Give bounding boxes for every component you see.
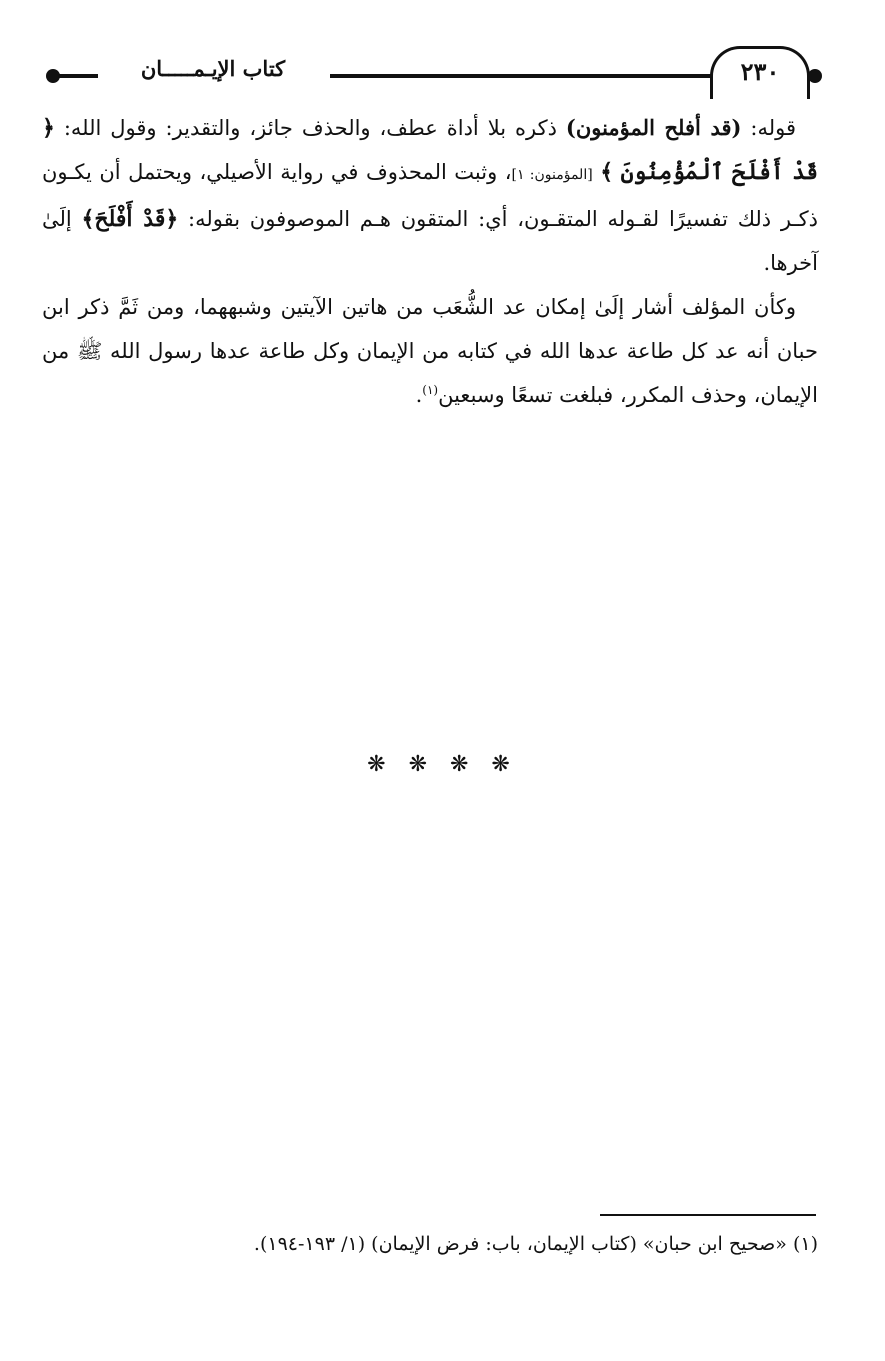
page-header (38, 52, 828, 102)
p2-end: . (415, 383, 423, 407)
p1-text-a: ذكره بلا أداة عطف، والحذف جائز، والتقدير: وقول الله: (54, 116, 566, 140)
quran-verse-2: قَدْ أَفْلَحَ (94, 206, 166, 232)
quran-close-bracket: ﴾ (600, 159, 614, 185)
p2-text: وكأن المؤلف أشار إلَىٰ إمكان عد الشُّعَب من هاتين الآيتين وشبههما، ومن ثَمَّ ذكر ابن حبان أنه عد كل طاعة عدها الله في كتابه من الإيمان وكل طاعة عدها رسول الله ﷺ من الإيمان، وحذف المكرر، فبلغت تسعًا وسبعين (42, 295, 818, 407)
footnote-marker: (١) (422, 383, 439, 397)
footnote: (١) «صحيح ابن حبان» (كتاب الإيمان، باب: فرض الإيمان) (١/ ١٩٣-١٩٤). (253, 1233, 818, 1255)
chapter-title: كتاب الإيـمـــــان (140, 56, 286, 81)
paragraph-1 (42, 106, 818, 285)
header-left-rule (58, 74, 98, 78)
page-number-tab (710, 46, 810, 99)
quran-open-bracket: ﴿ (42, 115, 55, 141)
p1-text-c: إلَىٰ آخرها. (42, 207, 818, 275)
quran-verse-1: قَدْ أَفْلَحَ ٱلْمُؤْمِنُونَ (620, 159, 818, 185)
main-text (42, 106, 818, 417)
verse-reference: [المؤمنون: ١] (511, 167, 593, 183)
p1-bold-quote: (قد أفلح المؤمنون) (565, 115, 742, 140)
p1-text-b: ، وثبت المحذوف في رواية الأصيلي، ويحتمل أن يكـون ذكـر ذلك تفسيرًا لقـوله المتقـون، أي: المتقون هـم الموصوفون بقوله: (42, 160, 818, 231)
quran-open-bracket-2: ﴿ (165, 206, 179, 232)
footnote-rule (600, 1214, 816, 1216)
p1-lead: قوله: (741, 116, 796, 140)
paragraph-2 (42, 285, 818, 417)
page-number: ٢٣٠ (740, 57, 780, 86)
header-right-dot (808, 69, 822, 83)
section-separator: ❋ ❋ ❋ ❋ (367, 752, 518, 777)
header-rule (330, 74, 748, 78)
quran-close-bracket-2: ﴾ (81, 206, 95, 232)
